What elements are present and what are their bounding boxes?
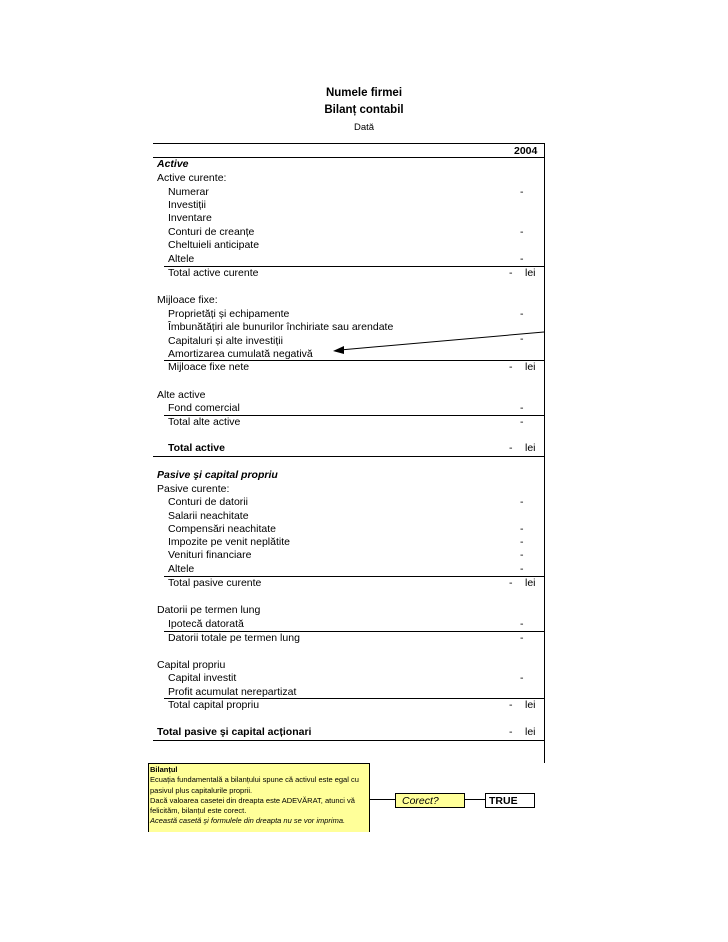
property-value: -: [520, 308, 524, 320]
total-current-liabilities: Total pasive curente: [168, 577, 262, 589]
total-other-assets: Total alte active: [168, 416, 241, 428]
equity-investments-value: -: [520, 333, 524, 345]
liab-other: Altele: [168, 563, 195, 575]
net-fixed-currency: lei: [525, 361, 536, 373]
total-current-assets-currency: lei: [525, 267, 536, 279]
total-equity-value: -: [509, 699, 513, 711]
total-equity-currency: lei: [525, 699, 536, 711]
asset-property: Proprietăți și echipamente: [168, 308, 290, 320]
grand-total-currency: lei: [525, 726, 536, 738]
asset-prepaid: Cheltuieli anticipate: [168, 239, 260, 251]
other-assets-heading: Alte active: [157, 389, 206, 401]
other-current-value: -: [520, 253, 524, 265]
total-assets-value: -: [509, 442, 513, 454]
total-longterm-value: -: [520, 632, 524, 644]
compensation-value: -: [520, 523, 524, 535]
mortgage-value: -: [520, 618, 524, 630]
cash-value: -: [520, 186, 524, 198]
grand-total: Total pasive şi capital acționari: [157, 726, 312, 738]
current-liabilities-heading: Pasive curente:: [157, 483, 230, 495]
asset-receivables: Conturi de creanțe: [168, 226, 255, 238]
grand-total-rule: [153, 740, 544, 741]
date-label: Dată: [353, 122, 375, 133]
total-current-liab-value: -: [509, 577, 513, 589]
total-current-assets-value: -: [509, 267, 513, 279]
equity-invested: Capital investit: [168, 672, 237, 684]
net-fixed-assets: Mijloace fixe nete: [168, 361, 250, 373]
asset-other: Altele: [168, 253, 195, 265]
sheet-title: Bilanț contabil: [324, 104, 404, 116]
receivables-value: -: [520, 226, 524, 238]
asset-leasehold: Îmbunătățiri ale bunurilor închiriate sau arendate: [168, 321, 394, 333]
total-assets: Total active: [168, 442, 225, 454]
fixed-assets-heading: Mijloace fixe:: [157, 294, 218, 306]
unearned-value: -: [520, 549, 524, 561]
liab-taxes: Impozite pe venit neplătite: [168, 536, 290, 548]
net-fixed-value: -: [509, 361, 513, 373]
goodwill-value: -: [520, 402, 524, 414]
payables-value: -: [520, 496, 524, 508]
check-value: TRUE: [485, 793, 535, 808]
note-line-3: Această casetă şi formulele din dreapta nu se vor imprima.: [150, 816, 346, 826]
grand-total-value: -: [509, 726, 513, 738]
total-equity: Total capital propriu: [168, 699, 260, 711]
total-current-assets: Total active curente: [168, 267, 259, 279]
liab-salaries: Salarii neachitate: [168, 510, 249, 522]
other-liab-value: -: [520, 563, 524, 575]
assets-heading: Active: [157, 158, 189, 170]
total-assets-currency: lei: [525, 442, 536, 454]
check-label: Corect?: [395, 793, 465, 808]
liabilities-heading: Pasive şi capital propriu: [157, 469, 278, 481]
year-header: 2004: [514, 145, 538, 157]
equity-heading: Capital propriu: [157, 659, 226, 671]
asset-cash: Numerar: [168, 186, 209, 198]
note-line-2: Dacă valoarea casetei din dreapta este ADEVĂRAT, atunci vă felicităm, bilanțul este corect.: [150, 795, 355, 816]
asset-depreciation: Amortizarea cumulată negativă: [168, 348, 313, 360]
note-line-1: Ecuația fundamentală a bilanțului spune că activul este egal cu pasivul plus capitalurile proprii.: [150, 775, 359, 795]
asset-equity-investments: Capitaluri și alte investiții: [168, 335, 283, 347]
company-name: Numele firmei: [325, 87, 403, 99]
balance-note: [148, 763, 370, 832]
assets-end-rule: [153, 456, 544, 457]
total-current-liab-currency: lei: [525, 577, 536, 589]
liab-mortgage: Ipotecă datorată: [168, 618, 244, 630]
total-other-value: -: [520, 416, 524, 428]
current-assets-heading: Active curente:: [157, 172, 227, 184]
asset-inventory: Inventare: [168, 212, 212, 224]
liab-payables: Conturi de datorii: [168, 496, 248, 508]
taxes-value: -: [520, 536, 524, 548]
asset-goodwill: Fond comercial: [168, 402, 240, 414]
asset-investments: Investiții: [168, 199, 206, 211]
longterm-heading: Datorii pe termen lung: [157, 604, 261, 616]
note-title: Bilanțul: [150, 765, 178, 774]
liab-compensation: Compensări neachitate: [168, 523, 276, 535]
total-longterm: Datorii totale pe termen lung: [168, 632, 300, 644]
invested-value: -: [520, 672, 524, 684]
liab-unearned: Venituri financiare: [168, 549, 252, 561]
equity-retained: Profit acumulat nerepartizat: [168, 686, 297, 698]
